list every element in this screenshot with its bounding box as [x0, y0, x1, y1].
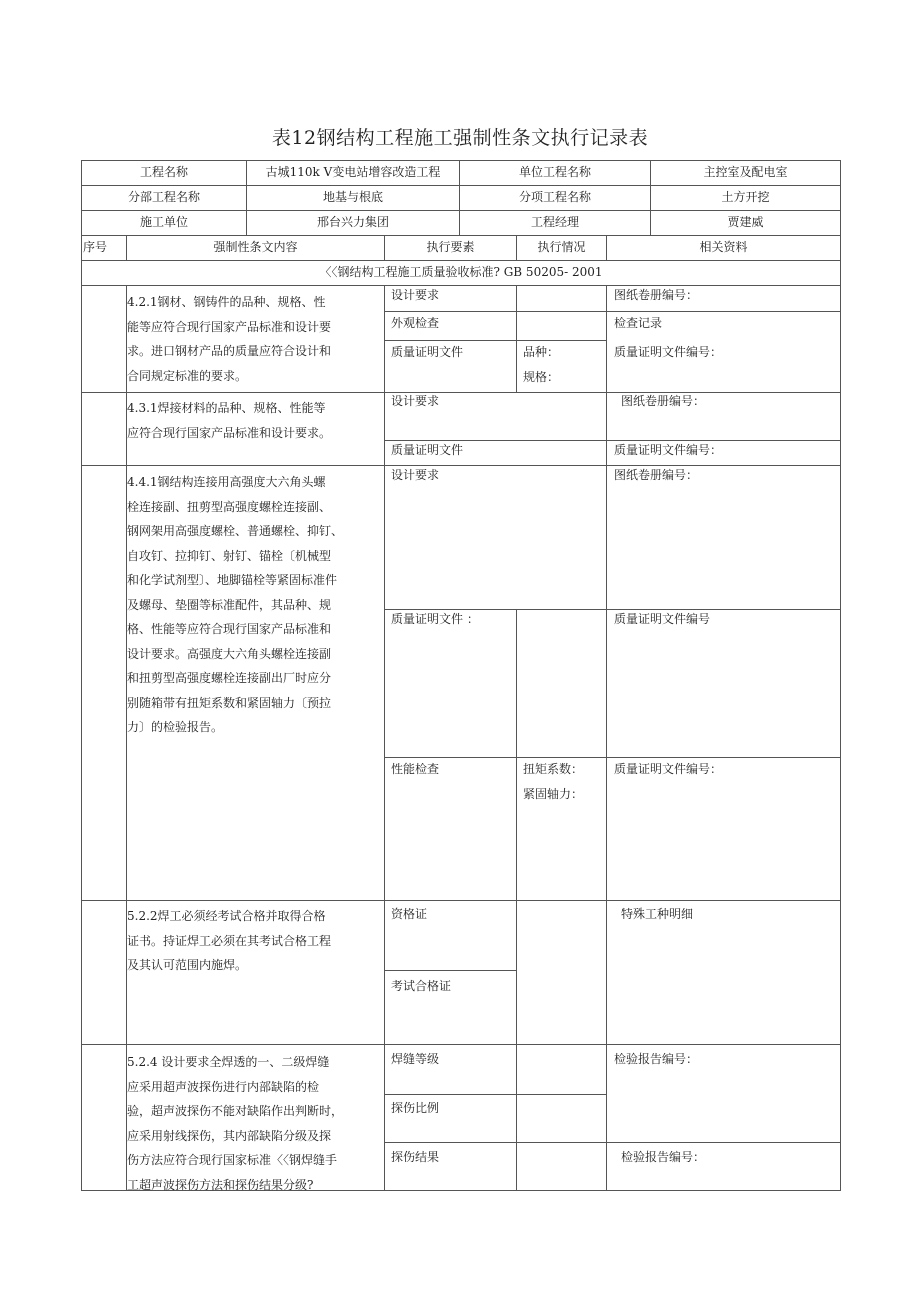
unit-name-value: 主控室及配电室 — [703, 165, 788, 179]
requirement-cell: 质量证明文件 ： — [391, 612, 479, 626]
clause-line: 伤方法应符合现行国家标准〈〈钢焊缝手 — [127, 1153, 338, 1167]
clause-line: 力〕的检验报告。 — [127, 720, 224, 734]
standard-title: 〈〈钢结构工程施工质量验收标准? GB 50205- 2001 — [319, 265, 603, 279]
row-divider — [81, 285, 841, 286]
clause-line: 4.2.1钢材、钢铸件的品种、规格、性 — [127, 295, 326, 309]
clause-line: 证书。持证焊工必须在其考试合格工程 — [127, 933, 332, 948]
requirement-cell: 探伤比例 — [391, 1101, 440, 1115]
docs-cell: 质量证明文件编号： — [614, 443, 723, 457]
clause-line: 应符合现行国家产品标准和设计要求。 — [127, 425, 332, 440]
status-cell: 品种： — [523, 345, 560, 359]
docs-cell: 质量证明文件编号： — [614, 762, 723, 776]
clause-line: 验，超声波探伤不能对缺陷作出判断时， — [127, 1104, 344, 1118]
clause-line: 别随箱带有扭矩系数和紧固轴力〔预拉 — [127, 695, 332, 710]
clause-line: 工超声波探伤方法和探伤结果分级? — [127, 1177, 314, 1192]
requirement-cell: 设计要求 — [391, 288, 440, 302]
cell-divider — [384, 311, 841, 312]
requirement-cell: 设计要求 — [391, 468, 440, 482]
col-divider — [516, 285, 517, 392]
clause-line: 及螺母、垫圈等标准配件，其品种、规 — [127, 597, 332, 612]
requirement-cell: 设计要求 — [391, 394, 440, 408]
clause-line: 和扭剪型高强度螺栓连接副出厂时应分 — [127, 671, 332, 685]
clause-line: 钢网架用高强度螺栓、普通螺栓、抑钉、 — [127, 524, 344, 538]
subitem-label: 分项工程名称 — [518, 190, 591, 204]
docs-cell: 图纸卷册编号： — [614, 288, 699, 302]
contractor-label: 施工单位 — [139, 215, 188, 229]
project-name-label: 工程名称 — [139, 165, 188, 179]
row-divider — [81, 1044, 841, 1045]
clause-line: 应采用射线探伤，其内部缺陷分级及探 — [127, 1128, 332, 1143]
docs-cell: 特殊工种明细 — [621, 907, 694, 921]
header-docs: 相关资料 — [699, 240, 748, 254]
contractor-value: 邢台兴力集团 — [316, 215, 389, 229]
subitem-value: 土方开挖 — [721, 190, 770, 204]
division-label: 分部工程名称 — [127, 190, 200, 204]
manager-value: 贾建威 — [727, 215, 764, 229]
table-left-border — [81, 160, 82, 1191]
docs-cell: 检验报告编号： — [621, 1150, 706, 1164]
clause-line: 自攻钉、拉抑钉、射钉、锚栓〔机械型 — [127, 548, 332, 563]
clause-line: 能等应符合现行国家产品标准和设计要 — [127, 319, 332, 334]
header-requirement: 执行要素 — [426, 240, 475, 254]
clause-line: 4.4.1钢结构连接用高强度大六角头螺 — [127, 475, 326, 489]
docs-cell: 图纸卷册编号： — [621, 394, 706, 408]
col-divider — [516, 900, 517, 1044]
table-right-border — [840, 160, 841, 1191]
requirement-cell: 性能检查 — [391, 762, 440, 776]
col-divider — [606, 285, 607, 465]
header-status: 执行情况 — [537, 240, 586, 254]
clause-line: 栓连接副、扭剪型高强度螺栓连接副、 — [127, 499, 332, 514]
row-divider — [81, 465, 841, 466]
requirement-cell: 外观检查 — [391, 316, 440, 330]
status-cell: 扭矩系数： — [523, 762, 584, 776]
col-divider — [516, 609, 517, 900]
row-divider — [81, 392, 841, 393]
clause-line: 应采用超声波探伤进行内部缺陷的检 — [127, 1079, 320, 1094]
clause-line: 和化学试剂型〕、地脚锚栓等紧固标准件 — [127, 573, 338, 587]
clause-line: 5.2.4 设计要求全焊透的一、二级焊缝 — [127, 1055, 330, 1069]
clause-line: 合同规定标准的要求。 — [127, 368, 248, 383]
cell-divider — [384, 757, 841, 758]
col-divider — [606, 465, 607, 900]
clause-text — [127, 470, 382, 740]
unit-name-label: 单位工程名称 — [518, 165, 591, 179]
row-divider — [81, 900, 841, 901]
cell-divider — [384, 970, 516, 971]
clause-text — [127, 290, 382, 388]
clause-line: 格、性能等应符合现行国家产品标准和 — [127, 622, 332, 636]
col-divider — [516, 1044, 517, 1190]
col-divider — [606, 1044, 607, 1190]
requirement-cell: 焊缝等级 — [391, 1052, 440, 1066]
clause-text — [127, 1050, 382, 1197]
cell-divider — [384, 1142, 841, 1143]
requirement-cell: 质量证明文件 — [391, 443, 464, 457]
requirement-cell: 考试合格证 — [391, 979, 452, 993]
docs-cell: 质量证明文件编号 — [614, 612, 711, 626]
project-name-value: 古城110k V变电站增容改造工程 — [265, 165, 441, 179]
header-seq: 序号 — [83, 240, 108, 254]
status-cell: 紧固轴力： — [523, 787, 584, 801]
docs-cell: 检验报告编号： — [614, 1052, 699, 1066]
clause-text — [127, 396, 382, 445]
requirement-cell: 探伤结果 — [391, 1150, 440, 1164]
manager-label: 工程经理 — [530, 215, 579, 229]
status-cell: 规格： — [523, 370, 560, 384]
clause-line: 4.3.1焊接材料的品种、规格、性能等 — [127, 401, 326, 415]
clause-line: 及其认可范围内施焊。 — [127, 958, 248, 972]
requirement-cell: 质量证明文件 — [391, 345, 464, 359]
docs-cell: 质量证明文件编号： — [614, 345, 723, 359]
page-title: 表12钢结构工程施工强制性条文执行记录表 — [271, 127, 649, 149]
col-divider — [606, 900, 607, 1044]
division-value: 地基与根底 — [322, 190, 383, 204]
requirement-cell: 资格证 — [391, 907, 428, 921]
docs-cell: 检查记录 — [614, 316, 663, 330]
header-content: 强制性条文内容 — [213, 240, 298, 254]
clause-line: 设计要求。高强度大六角头螺栓连接副 — [127, 646, 332, 661]
clause-text — [127, 904, 382, 978]
clause-line: 求。进口钢材产品的质量应符合设计和 — [127, 344, 332, 358]
cell-divider — [384, 1094, 606, 1095]
col-divider — [384, 285, 385, 1190]
docs-cell: 图纸卷册编号： — [614, 468, 699, 482]
clause-line: 5.2.2焊工必须经考试合格并取得合格 — [127, 909, 326, 923]
